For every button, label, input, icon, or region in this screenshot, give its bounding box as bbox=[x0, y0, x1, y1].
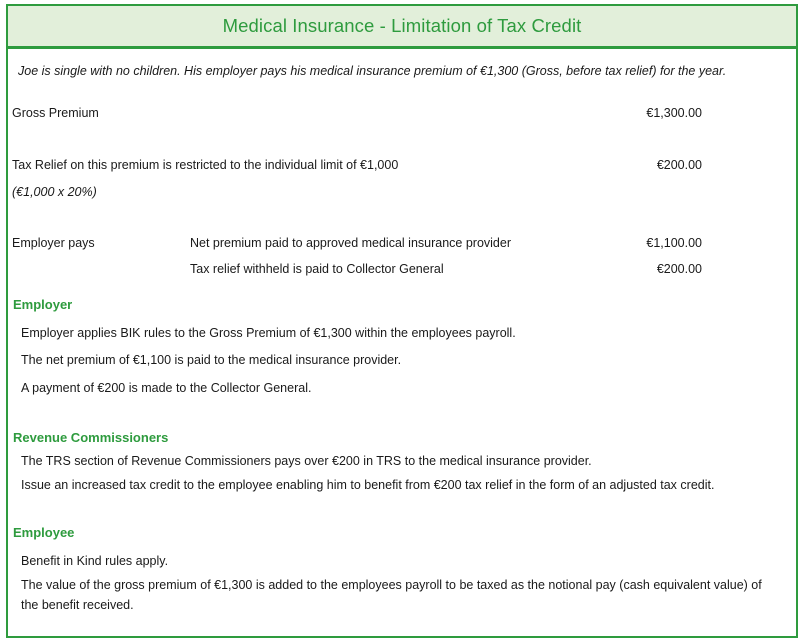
revenue-line: Issue an increased tax credit to the employee enabling him to benefit from €200 tax relief in the form of an adjusted tax credit. bbox=[21, 478, 715, 492]
employer-line: A payment of €200 is made to the Collector General. bbox=[21, 381, 312, 395]
employer-line: Employer applies BIK rules to the Gross Premium of €1,300 within the employees payroll. bbox=[21, 326, 516, 340]
employer-pays-item-desc: Tax relief withheld is paid to Collector General bbox=[190, 262, 444, 276]
intro-text: Joe is single with no children. His employer pays his medical insurance premium of €1,300 (Gross, before tax relief) for the year. bbox=[18, 64, 727, 78]
section-heading-employer: Employer bbox=[13, 297, 73, 312]
employer-pays-item-amount: €200.00 bbox=[656, 262, 702, 276]
employee-line: Benefit in Kind rules apply. bbox=[21, 554, 169, 568]
employer-pays-item-amount: €1,100.00 bbox=[646, 236, 702, 250]
employee-line: The value of the gross premium of €1,300 is added to the employees payroll to be taxed as the notional pay (cash equivalent value) of the benefit received. bbox=[21, 578, 762, 612]
employer-pays-item-desc: Net premium paid to approved medical insurance provider bbox=[190, 236, 511, 250]
employer-pays-label: Employer pays bbox=[12, 236, 95, 250]
page-title: Medical Insurance - Limitation of Tax Credit bbox=[222, 15, 582, 36]
gross-premium-amount: €1,300.00 bbox=[646, 106, 702, 120]
employer-line: The net premium of €1,100 is paid to the medical insurance provider. bbox=[21, 353, 402, 367]
revenue-line: The TRS section of Revenue Commissioners pays over €200 in TRS to the medical insurance provider. bbox=[21, 454, 592, 468]
tax-relief-note: (€1,000 x 20%) bbox=[12, 185, 97, 199]
gross-premium-label: Gross Premium bbox=[12, 106, 99, 120]
section-heading-revenue: Revenue Commissioners bbox=[13, 430, 169, 445]
tax-relief-label: Tax Relief on this premium is restricted to the individual limit of €1,000 bbox=[12, 158, 399, 172]
document-frame bbox=[6, 4, 798, 638]
section-heading-employee: Employee bbox=[13, 525, 75, 540]
title-band bbox=[8, 6, 796, 49]
tax-relief-amount: €200.00 bbox=[656, 158, 702, 172]
